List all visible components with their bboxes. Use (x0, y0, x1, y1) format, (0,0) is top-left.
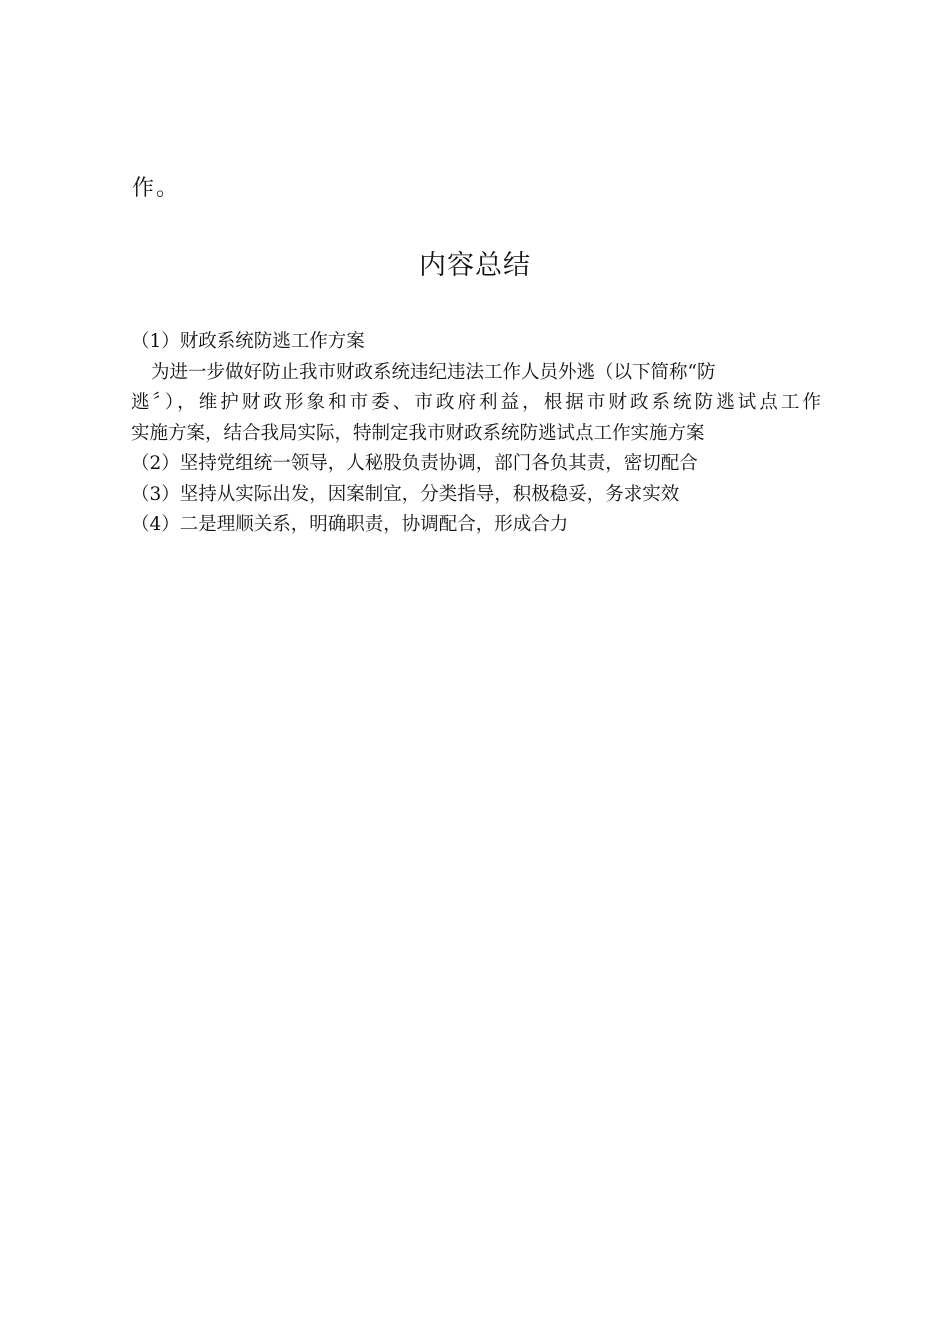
summary-line-2: 为进一步做好防止我市财政系统违纪违法工作人员外逃（以下简称“防 (151, 361, 716, 383)
summary-line-1: （1）财政系统防逃工作方案 (131, 331, 365, 352)
summary-title: 内容总结 (419, 250, 531, 281)
summary-line-5: （2）坚持党组统一领导，人秘股负责协调，部门各负其责，密切配合 (131, 453, 698, 474)
continuation-text: 作。 (132, 176, 181, 201)
summary-line-7: （4）二是理顺关系，明确职责，协调配合，形成合力 (131, 514, 569, 535)
summary-line-3: 逃〞），维护财政形象和市委、市政府利益，根据市财政系统防逃试点工作 (131, 392, 821, 413)
summary-body (131, 327, 821, 541)
summary-line-4: 实施方案，结合我局实际，特制定我市财政系统防逃试点工作实施方案 (131, 422, 705, 444)
summary-line-6: （3）坚持从实际出发，因案制宜，分类指导，积极稳妥，务求实效 (131, 483, 680, 505)
